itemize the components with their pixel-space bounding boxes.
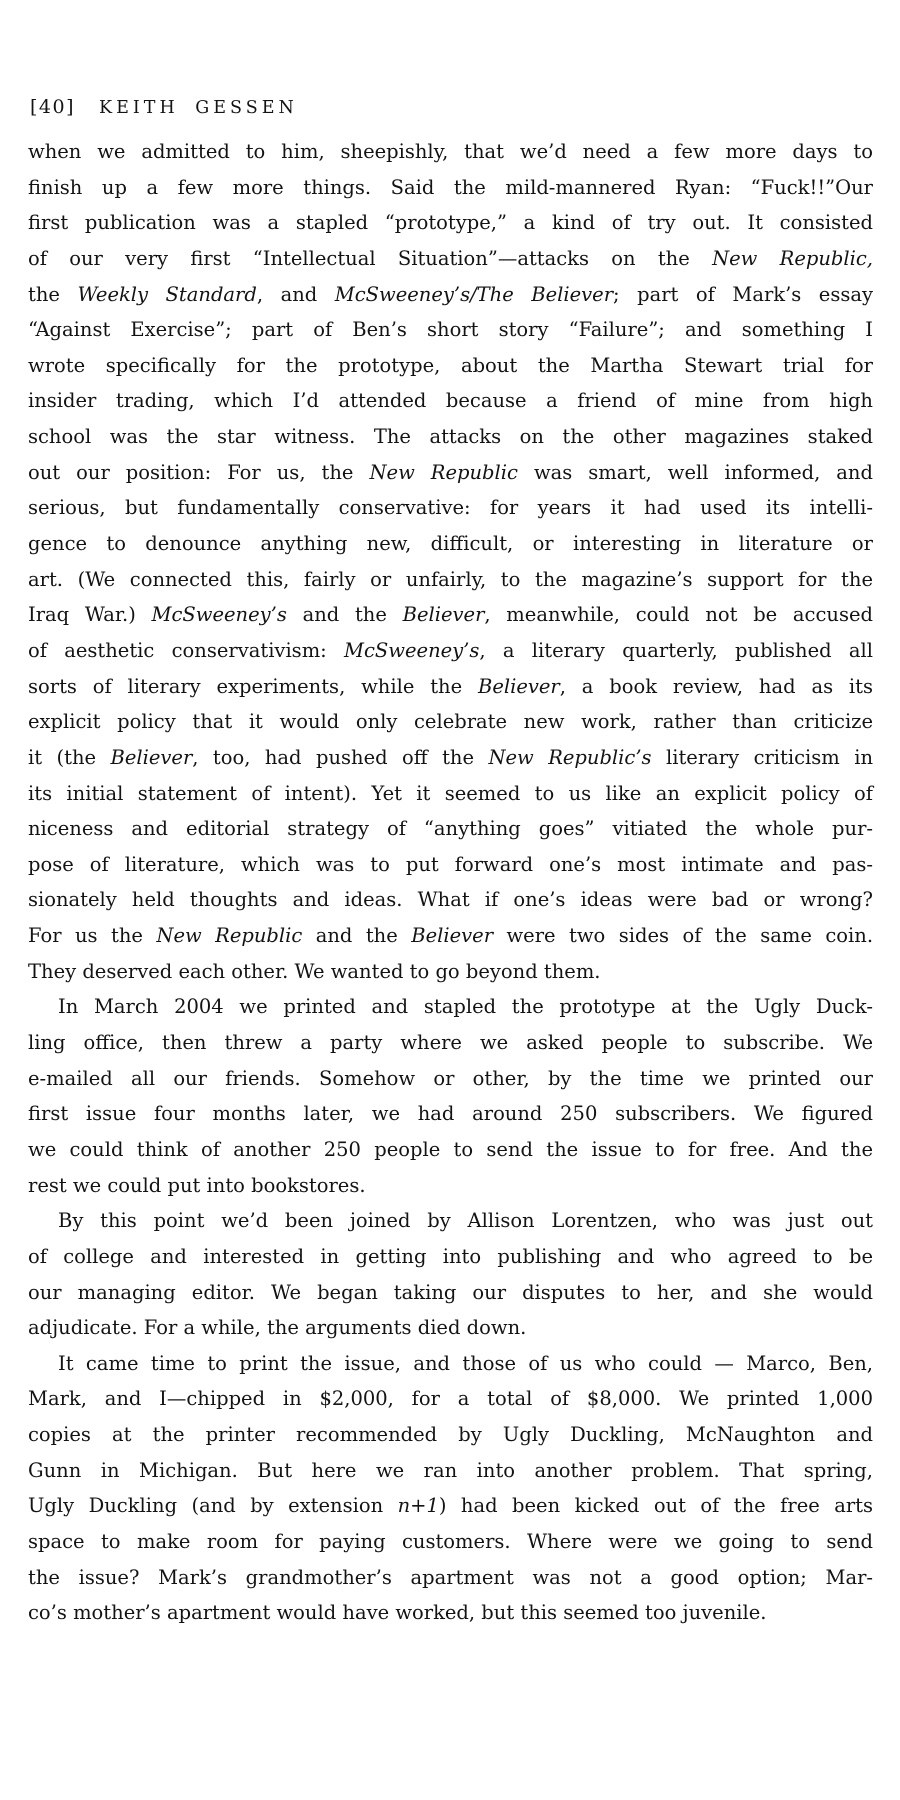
text-line: insider trading, which I’d attended because a friend of mine from high bbox=[28, 389, 873, 413]
text-line: the issue? Mark’s grandmother’s apartment was not a good option; Mar- bbox=[28, 1565, 873, 1589]
text-line: sorts of literary experiments, while the Believer, a book review, had as its bbox=[28, 674, 873, 698]
text-line: art. (We connected this, fairly or unfairly, to the magazine’s support for the bbox=[28, 567, 873, 591]
text-line: finish up a few more things. Said the mild-mannered Ryan: “Fuck!!”Our bbox=[28, 175, 873, 199]
text-line: its initial statement of intent). Yet it seemed to us like an explicit policy of bbox=[28, 781, 873, 805]
text-line: Gunn in Michigan. But here we ran into another problem. That spring, bbox=[28, 1458, 873, 1482]
text-line: when we admitted to him, sheepishly, that we’d need a few more days to bbox=[28, 140, 873, 163]
text-line: co’s mother’s apartment would have worked, but this seemed too juvenile. bbox=[28, 1601, 767, 1625]
text-line: serious, but fundamentally conservative: for years it had used its intelli- bbox=[28, 496, 873, 520]
text-line: it (the Believer, too, had pushed off the New Republic’s literary criticism in bbox=[28, 745, 874, 769]
text-line: space to make room for paying customers. Where were we going to send bbox=[28, 1529, 873, 1553]
text-line: e-mailed all our friends. Somehow or other, by the time we printed our bbox=[28, 1066, 873, 1090]
text-line: the Weekly Standard, and McSweeney’s/The Believer; part of Mark’s essay bbox=[28, 282, 874, 306]
text-line: we could think of another 250 people to send the issue to for free. And the bbox=[28, 1137, 873, 1161]
page-number: [40] bbox=[30, 96, 76, 118]
text-line: It came time to print the issue, and those of us who could — Marco, Ben, bbox=[58, 1351, 873, 1375]
text-line: By this point we’d been joined by Allison Lorentzen, who was just out bbox=[58, 1209, 873, 1233]
text-line: Iraq War.) McSweeney’s and the Believer, meanwhile, could not be accused bbox=[28, 603, 873, 627]
text-line: of aesthetic conservativism: McSweeney’s, a literary quarterly, published all bbox=[28, 638, 874, 662]
text-line: For us the New Republic and the Believer were two sides of the same coin. bbox=[28, 924, 874, 948]
text-line: “Against Exercise”; part of Ben’s short story “Failure”; and something I bbox=[28, 318, 873, 342]
text-line: of our very first “Intellectual Situation”—attacks on the New Republic, bbox=[28, 246, 873, 270]
text-line: Mark, and I—chipped in $2,000, for a total of $8,000. We printed 1,000 bbox=[28, 1387, 873, 1411]
text-line: In March 2004 we printed and stapled the prototype at the Ugly Duck- bbox=[58, 995, 873, 1019]
text-line: copies at the printer recommended by Ugly Duckling, McNaughton and bbox=[28, 1423, 873, 1447]
text-line: first issue four months later, we had around 250 subscribers. We figured bbox=[28, 1102, 873, 1126]
text-line: first publication was a stapled “prototype,” a kind of try out. It consisted bbox=[28, 211, 873, 235]
text-line: gence to denounce anything new, difficult, or interesting in literature or bbox=[28, 532, 873, 556]
text-line: ling office, then threw a party where we asked people to subscribe. We bbox=[28, 1031, 873, 1055]
text-line: pose of literature, which was to put forward one’s most intimate and pas- bbox=[28, 852, 873, 876]
running-head-author: KEITH GESSEN bbox=[99, 98, 298, 118]
text-line: niceness and editorial strategy of “anything goes” vitiated the whole pur- bbox=[28, 817, 873, 841]
text-line: out our position: For us, the New Republic was smart, well informed, and bbox=[28, 460, 873, 484]
text-line: our managing editor. We began taking our disputes to her, and she would bbox=[28, 1280, 873, 1304]
text-line: school was the star witness. The attacks on the other magazines staked bbox=[28, 425, 873, 449]
text-line: sionately held thoughts and ideas. What if one’s ideas were bad or wrong? bbox=[28, 888, 873, 912]
text-line: They deserved each other. We wanted to go beyond them. bbox=[28, 959, 601, 983]
text-line: wrote specifically for the prototype, about the Martha Stewart trial for bbox=[28, 353, 873, 377]
page-header bbox=[30, 96, 298, 118]
text-line: Ugly Duckling (and by extension n+1) had been kicked out of the free arts bbox=[28, 1494, 873, 1518]
text-line: explicit policy that it would only celebrate new work, rather than criticize bbox=[28, 710, 873, 734]
text-line: of college and interested in getting into publishing and who agreed to be bbox=[28, 1244, 873, 1268]
text-line: rest we could put into bookstores. bbox=[28, 1173, 366, 1197]
text-line: adjudicate. For a while, the arguments died down. bbox=[28, 1316, 527, 1340]
page-body-text bbox=[28, 134, 873, 1631]
